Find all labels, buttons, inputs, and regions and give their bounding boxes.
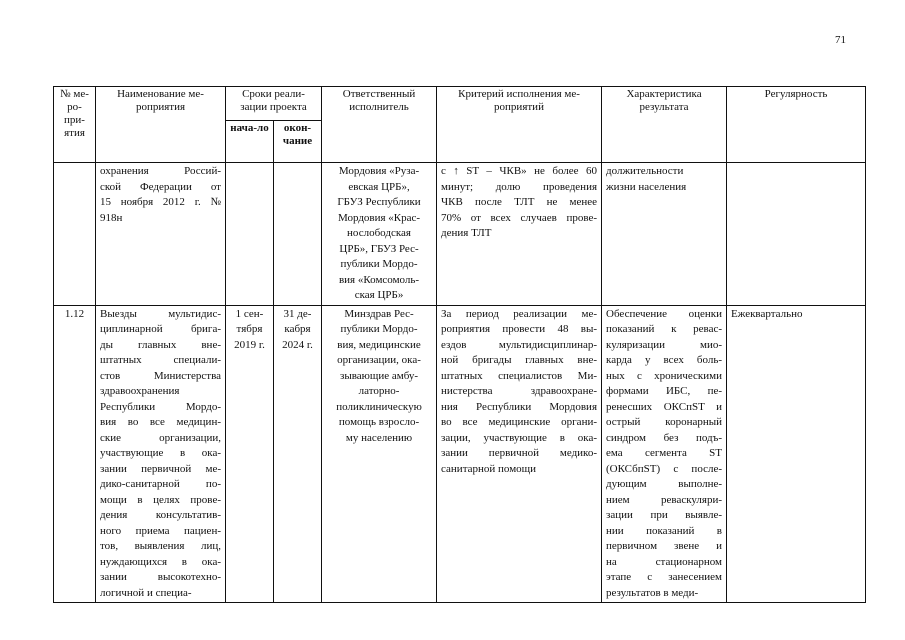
cell-text-line: ские организации, — [100, 431, 221, 444]
header-criterion: Критерий исполнения ме-роприятий — [437, 87, 602, 163]
cell-text-line: тов, выявления лиц, — [100, 540, 221, 552]
cell-text-line: синдром без подъ- — [606, 431, 723, 444]
cell-text-line: результатов в меди- — [606, 586, 699, 599]
header-name: Наименование ме-роприятия — [96, 87, 226, 163]
cell-text-line: участвующие в ока- — [100, 447, 221, 459]
cell-text-line: организации, ока- — [337, 354, 421, 366]
cell-text-line: ема сегмента ST — [606, 447, 723, 459]
cell-text-line: евская ЦРБ», — [348, 180, 410, 193]
cell-text-line: ды главных вне- — [100, 338, 221, 351]
cell-num — [54, 163, 96, 306]
cell-text-line: циплинарной брига- — [100, 323, 221, 335]
cell-text-line: острый коронарный — [606, 416, 723, 428]
cell-text-line: му населению — [345, 431, 413, 444]
cell-text-line: дико-санитарной по- — [100, 478, 221, 490]
cell-text-line: 918н — [100, 211, 123, 224]
cell-text-line: на стационарном — [606, 555, 723, 568]
cell-text-line: ская ЦРБ» — [354, 289, 404, 301]
header-responsible: Ответственный исполнитель — [322, 87, 437, 163]
cell-text-line: с ↑ ST – ЧКВ» не более 60 — [441, 165, 598, 177]
cell-text-line: вия, медицинские — [337, 338, 421, 351]
cell-text-line: 2024 г. — [282, 338, 313, 351]
cell-text-line: вия во все медицин- — [100, 416, 221, 428]
cell-result — [602, 305, 727, 603]
cell-text-line: нуждающихся в ока- — [100, 555, 221, 568]
cell-text-line: ренесших ОКСпST и — [606, 400, 723, 413]
cell-text-line: ного приема пациен- — [100, 524, 221, 537]
page-number: 71 — [835, 34, 846, 46]
cell-text-line: зании первичной ме- — [100, 462, 221, 475]
activities-table — [53, 86, 866, 603]
cell-text-line: публики Мордо- — [340, 258, 418, 270]
cell-text-line: карда у всех боль- — [606, 354, 723, 366]
cell-text-line: За период реализации ме- — [441, 307, 598, 320]
cell-name — [96, 305, 226, 603]
header-num: № ме-ро-при-ятия — [54, 87, 96, 163]
cell-text-line: первичном звене и — [606, 540, 723, 552]
cell-text-line: ния Республики Мордовия — [441, 400, 598, 413]
cell-text-line: жизни населения — [606, 180, 687, 193]
cell-text-line: вия «Комсомоль- — [338, 273, 420, 286]
cell-text-line: штатных специали- — [100, 354, 221, 366]
cell-text-line: логичной и специа- — [100, 586, 192, 599]
table-row — [54, 163, 866, 306]
cell-start — [226, 305, 274, 603]
cell-text-line: охранения Россий- — [100, 165, 221, 177]
cell-text-line: зании первичной медико- — [441, 447, 598, 459]
header-start: нача-ло — [226, 121, 274, 163]
cell-text-line: зывающие амбу- — [339, 369, 419, 382]
cell-text-line: санитарной помощи — [441, 462, 537, 475]
cell-text-line: тября — [236, 323, 263, 335]
cell-text-line: куляризации мио- — [606, 338, 723, 351]
header-terms: Сроки реали-зации проекта — [226, 87, 322, 121]
cell-text-line: мощи в целях прове- — [100, 493, 221, 506]
cell-regularity: Ежеквартально — [727, 305, 866, 603]
cell-text-line: роприятия провести 48 вы- — [441, 323, 598, 335]
cell-end — [274, 163, 322, 306]
table-row — [54, 305, 866, 603]
header-regularity: Регулярность — [727, 87, 866, 163]
cell-text-line: здравоохранения — [100, 385, 180, 397]
cell-text-line: латорно- — [358, 385, 400, 397]
cell-regularity — [727, 163, 866, 306]
cell-text-line: 31 де- — [283, 307, 312, 320]
cell-end — [274, 305, 322, 603]
cell-text-line: показаний к ревас- — [606, 323, 723, 335]
cell-text-line: Обеспечение оценки — [606, 307, 723, 320]
cell-text-line: ной бригады главных вне- — [441, 354, 598, 366]
cell-text-line: нистерства здравоохране- — [441, 385, 598, 397]
cell-text-line: 70% от всех случаев прове- — [441, 211, 598, 224]
cell-text-line: помощь взросло- — [338, 416, 420, 428]
cell-text-line: Республики Мордо- — [100, 400, 221, 413]
cell-text-line: ГБУЗ Республики — [337, 196, 421, 208]
cell-text-line: зации, участвующие в ока- — [441, 431, 598, 444]
cell-text-line: формами ИБС, пе- — [606, 385, 723, 397]
cell-text-line: дения консультатив- — [100, 509, 221, 521]
cell-text-line: Выезды мультидис- — [100, 307, 221, 320]
cell-result — [602, 163, 727, 306]
cell-text-line: зации при выявле- — [606, 509, 723, 521]
cell-text-line: нии показаний в — [606, 524, 723, 537]
cell-text-line: должительности — [606, 165, 684, 177]
cell-text-line: зании высокотехно- — [100, 571, 221, 583]
cell-text-line: штатных специалистов Ми- — [441, 369, 598, 382]
cell-name — [96, 163, 226, 306]
cell-text-line: 1 сен- — [235, 307, 264, 320]
cell-text-line: кабря — [284, 323, 311, 335]
cell-text-line: 2019 г. — [234, 338, 265, 351]
cell-text-line: этапе с занесением — [606, 571, 723, 583]
cell-text-line: нием реваскуляри- — [606, 493, 723, 506]
cell-num: 1.12 — [54, 305, 96, 603]
cell-text-line: дующим выполне- — [606, 478, 723, 490]
cell-text-line: поликлиническую — [336, 400, 422, 413]
cell-text-line: ездов мультидисциплинар- — [441, 338, 598, 351]
cell-responsible — [322, 305, 437, 603]
cell-criterion — [437, 163, 602, 306]
cell-text-line: 15 ноября 2012 г. № — [100, 196, 221, 208]
cell-text-line: публики Мордо- — [340, 323, 418, 335]
cell-responsible — [322, 163, 437, 306]
cell-text-line: Мордовия «Крас- — [337, 211, 421, 224]
cell-text-line: (ОКСбпST) с после- — [606, 462, 723, 475]
cell-text-line: минут; долю проведения — [441, 180, 598, 193]
cell-start — [226, 163, 274, 306]
cell-text-line: нослободская — [347, 227, 411, 239]
cell-text-line: Минздрав Рес- — [344, 307, 414, 320]
cell-text-line: ской Федерации от — [100, 180, 221, 193]
cell-text-line: ЦРБ», ГБУЗ Рес- — [339, 242, 419, 255]
header-result: Характеристика результата — [602, 87, 727, 163]
cell-text-line: ЧКВ после ТЛТ не менее — [441, 196, 598, 208]
cell-text-line: во все медицинские органи- — [441, 416, 598, 428]
cell-text-line: ных с хроническими — [606, 369, 723, 382]
cell-text-line: стов Министерства — [100, 369, 221, 382]
cell-criterion — [437, 305, 602, 603]
header-end: окон-чание — [274, 121, 322, 163]
cell-text-line: Мордовия «Руза- — [338, 165, 420, 177]
cell-text-line: дения ТЛТ — [441, 227, 492, 239]
